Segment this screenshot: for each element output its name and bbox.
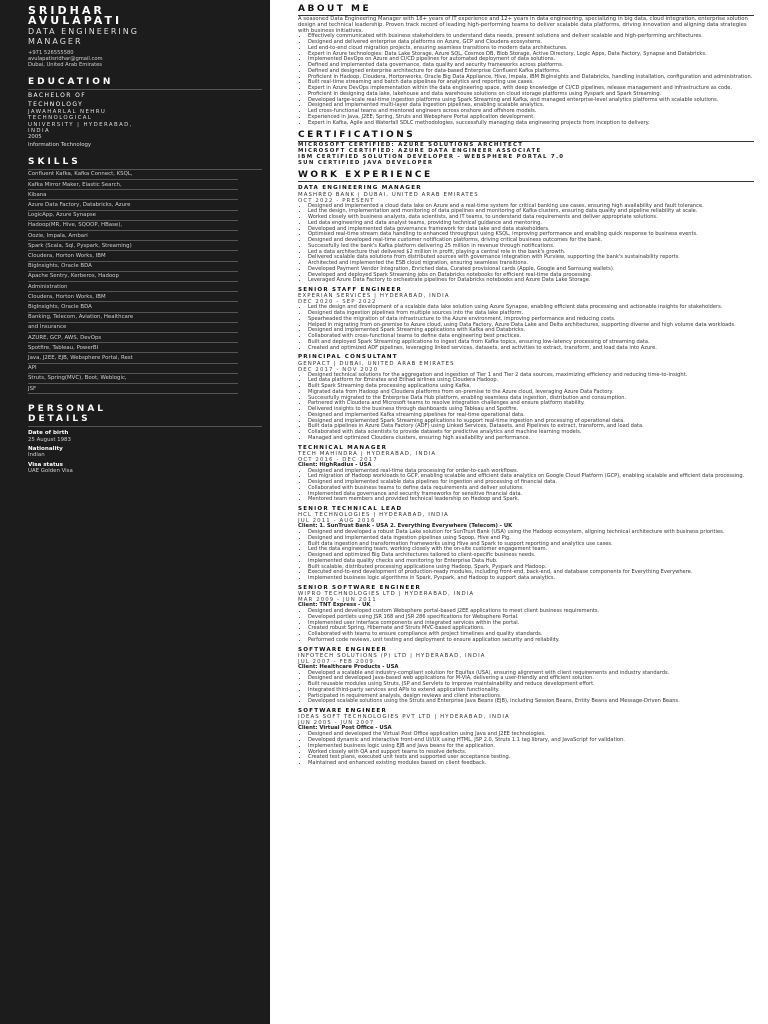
about-bullet: • Proficient in Hadoop, Cloudera, Hortonworks, Oracle Big Data Appliance, Hive, Impala, IBM BigInsights and Databricks, handling installation, configuration and administration.: [308, 75, 754, 81]
skill-item: BigInsights, Oracle BDA: [28, 262, 238, 272]
job-bullet: • Led the data engineering team, working closely with the on-site customer engagement team.: [308, 547, 754, 553]
job-bullet: • Led a data architecture that delivered $2 million in profit, playing a central role in the bank's growth.: [308, 250, 754, 256]
skill-item: Cloudera, Horton Works, IBM: [28, 292, 238, 302]
job-bullet: • Created test plans, executed unit tests and supported user acceptance testing.: [308, 755, 754, 761]
education-entry: [28, 93, 262, 149]
job-company: WIPRO TECHNOLOGIES LTD | HYDERABAD, INDIA: [298, 591, 475, 598]
job-client: Client: Virtual Post Office - USA: [298, 725, 392, 732]
skill-item: Administration: [28, 282, 238, 292]
role-line-2: MANAGER: [28, 37, 83, 46]
job-bullet: • Partnered with Cloudera and Microsoft teams to resolve integration challenges and ensure platform stability.: [308, 401, 754, 407]
skill-item: JSF: [28, 384, 238, 394]
skill-item: Cloudera, Horton Works, IBM: [28, 251, 238, 261]
job-bullet: • Developed dynamic and interactive front-end UI/UX using HTML, JSP 2.0, Struts 1.1 tag library, and JavaScript for validation.: [308, 738, 754, 744]
job-bullet: • Led data engineering and data analyst teams, providing technical guidance and mentoring.: [308, 221, 754, 227]
job-bullet: • Designed and implemented Spark Streaming applications to support real-time ingestion and processing of operational data.: [308, 419, 754, 425]
about-bullet: • Built real-time streaming and batch data pipelines for analytics and reporting use cases.: [308, 80, 754, 86]
job-dates: DEC 2017 - NOV 2020: [298, 366, 379, 373]
job-bullet: • Built Spark Streaming data processing applications using Kafka.: [308, 384, 754, 390]
job-bullet: • Leveraged Azure Data Factory to orchestrate pipelines for Databricks notebooks and Azure Data Lake Storage.: [308, 278, 754, 284]
job-bullet: • Performed code reviews, unit testing and deployment to ensure application security and reliability.: [308, 638, 754, 644]
about-summary: A seasoned Data Engineering Manager with 18+ years of IT experience and 12+ years in data engineering, specializing in big data, cloud integration, enterprise solution design and technical leadership. Proven track record of leading high-performing teams to deliver scalable data platforms, driving innovation and aligning data strategies with business initiatives.: [298, 16, 748, 34]
job-client: Client: TNT Express - UK: [298, 602, 371, 609]
job-bullet: • Successfully migrated to the Enterprise Data Hub platform, enabling seamless data ingestion, distribution and consumption.: [308, 396, 754, 402]
certification-item: SUN CERTIFIED JAVA DEVELOPER: [298, 160, 434, 167]
experience-list: [298, 185, 754, 766]
job-bullet: • Designed and implemented Kafka streaming pipelines for real-time operational data.: [308, 413, 754, 419]
job-company: MASHREQ BANK | DUBAI, UNITED ARAB EMIRATES: [298, 191, 479, 198]
job-bullet: • Integrated third-party services and APIs to extend application functionality.: [308, 688, 754, 694]
phone: +971 526555580: [28, 50, 74, 56]
job-title: SENIOR SOFTWARE ENGINEER: [298, 584, 421, 591]
about-bullet: • Experienced in Java, J2EE, Spring, Struts and Websphere Portal application development.: [308, 115, 754, 121]
job-bullet: • Maintained and enhanced existing modules based on client feedback.: [308, 761, 754, 767]
skill-item: Kibana: [28, 190, 238, 200]
about-heading: ABOUT ME: [298, 4, 754, 16]
job-bullet: • Delivered scalable data solutions from distributed sources with governance integration with Purview, supporting the bank's sustainability reports.: [308, 255, 754, 261]
job-title: SOFTWARE ENGINEER: [298, 708, 387, 715]
job-bullet: • Collaborated with cross-functional teams to define data engineering best practices.: [308, 334, 754, 340]
job-title: DATA ENGINEERING MANAGER: [298, 185, 422, 192]
job-bullet: • Collaborated with data scientists to provide datasets for predictive analytics and machine learning models.: [308, 430, 754, 436]
visa-label: Visa status: [28, 461, 63, 468]
job-bullet: • Designed and developed custom Websphere portal-based J2EE applications to meet client business requirements.: [308, 609, 754, 615]
skill-item: and Insurance: [28, 323, 238, 333]
job-bullet: • Built and deployed Spark Streaming applications to ingest data from Kafka topics, ensuring low-latency processing of streaming data.: [308, 340, 754, 346]
education-year: 2005: [28, 134, 42, 141]
job-title: SOFTWARE ENGINEER: [298, 646, 387, 653]
skill-item: Spotfire, Tableau, PowerBI: [28, 343, 238, 353]
job-bullet: • Designed and implemented real-time data processing for order-to-cash workflows.: [308, 469, 754, 475]
job-bullet: • Architected and implemented the ESB cloud migration, ensuring seamless transitions.: [308, 261, 754, 267]
job-bullet: • Designed and developed real-time customer notification platforms, driving critical business outcomes for the bank.: [308, 238, 754, 244]
skill-item: Hadoop(MR, Hive, SQOOP, HBase),: [28, 221, 238, 231]
job-bullet: • Led data platform for Emirates and Etihad airlines using Cloudera Hadoop.: [308, 378, 754, 384]
dob-label: Date of birth: [28, 430, 69, 437]
role-line-1: DATA ENGINEERING: [28, 27, 139, 36]
job-bullet: • Spearheaded the migration of data infrastructure to the Azure environment, improving performance and reducing costs.: [308, 317, 754, 323]
job-bullet: • Developed and deployed Spark Streaming jobs on Databricks notebooks for efficient real-time data processing.: [308, 273, 754, 279]
job-bullets: [298, 469, 754, 504]
job-bullet: • Implemented data governance and security frameworks for sensitive financial data.: [308, 492, 754, 498]
skill-item: Banking, Telecom, Aviation, Healthcare: [28, 313, 238, 323]
job-bullet: • Developed a scalable and industry-compliant solution for Equifax (USA), ensuring alignment with client requirements and industry standards.: [308, 671, 754, 677]
degree-line-2: TECHNOLOGY: [28, 101, 84, 109]
job-bullet: • Built data ingestion and transformation frameworks using Hive and Spark to support reporting and analytics use cases.: [308, 542, 754, 548]
skills-list: [28, 170, 262, 394]
about-bullets: [298, 34, 754, 126]
first-name: SRIDHAR: [28, 4, 105, 17]
job-entry: [298, 354, 754, 441]
job-client: Client: Healthcare Products - USA: [298, 663, 399, 670]
job-bullet: • Designed technical solutions for the aggregation and ingestion of Tier 1 and Tier 2 data sources, maximizing efficiency and reducing time-to-insight.: [308, 373, 754, 379]
email: avulapatisridhar@gmail.com: [28, 56, 103, 63]
skill-item: API: [28, 364, 238, 374]
certification-item: IBM CERTIFIED SOLUTION DEVELOPER - WEBSPHERE PORTAL 7.0: [298, 154, 565, 161]
location: Dubai, United Arab Emirates: [28, 62, 103, 69]
certifications-heading: CERTIFICATIONS: [298, 130, 754, 142]
contact-info: [28, 50, 262, 69]
about-bullet: • Designed and implemented multi-layer data ingestion pipelines, enabling scalable analytics.: [308, 103, 754, 109]
personal-heading-2: DETAILS: [28, 414, 262, 427]
job-bullet: • Delivered insights to the business through dashboards using Tableau and Spotfire.: [308, 407, 754, 413]
about-bullet: • Developed large-scale real-time ingestion platforms using Spark Streaming and Kafka, and managed enterprise-level analytics platforms with scalable solutions.: [308, 98, 754, 104]
skill-item: Spark (Scala, Sql, Pyspark, Streaming): [28, 241, 238, 251]
job-bullet: • Led the design and development of a scalable data lake solution using Azure Synapse, enabling efficient data processing and actionable insights for stakeholders.: [308, 305, 754, 311]
job-company: EXPERIAN SERVICES | HYDERABAD, INDIA: [298, 293, 450, 300]
job-bullet: • Implemented business logic algorithms in Spark, Pyspark, and Hadoop to support data analytics.: [308, 576, 754, 582]
job-bullets: [298, 671, 754, 706]
job-bullet: • Designed and implemented a cloud data lake on Azure and a real-time system for critical banking use cases, ensuring high availability and fault tolerance.: [308, 204, 754, 210]
job-bullets: [298, 530, 754, 582]
job-company: HCL TECHNOLOGIES | HYDERABAD, INDIA: [298, 512, 449, 519]
about-bullet: • Effectively communicated with business stakeholders to understand data needs, present solutions and deliver scalable and high-performing architectures.: [308, 34, 754, 40]
job-bullet: • Collaborated with business teams to define data requirements and deliver solutions.: [308, 486, 754, 492]
about-bullet: • Expert in Azure technologies: Data Lake Storage, Azure SQL, Cosmos DB, Blob Storage, Active Directory, Logic Apps, Data Factory, Synapse and Databricks.: [308, 52, 754, 58]
job-bullet: • Designed and implemented scalable data pipelines for ingestion and processing of financial data.: [308, 480, 754, 486]
job-bullets: [298, 373, 754, 442]
job-bullet: • Designed and implemented Spark Streaming applications with Kafka and Databricks.: [308, 328, 754, 334]
school-line-4: INDIA: [28, 128, 51, 135]
about-bullet: • Defined and implemented data governance, data quality and security frameworks across platforms.: [308, 63, 754, 69]
job-title: PRINCIPAL CONSULTANT: [298, 354, 398, 361]
about-bullet: • Expert in Azure DevOps implementation within the data engineering space, with deep knowledge of CI/CD pipelines, release management and infrastructure as code.: [308, 86, 754, 92]
job-bullet: • Successfully led the bank's Kafka platform delivering 25 million in revenue through notifications.: [308, 244, 754, 250]
certification-item: MICROSOFT CERTIFIED: AZURE SOLUTIONS ARCHITECT: [298, 142, 524, 149]
certifications-list: [298, 142, 754, 166]
job-client: Client: HighRadius - USA: [298, 461, 372, 468]
job-bullet: • Implemented user interface components and integrated services within the portal.: [308, 621, 754, 627]
visa-value: UAE Golden Visa: [28, 467, 73, 474]
job-entry: [298, 647, 754, 706]
job-bullet: • Developed portlets using JSR 168 and JSR 286 specifications for Websphere Portal.: [308, 615, 754, 621]
skill-item: Struts, Spring(MVC), Boot, Weblogic,: [28, 374, 238, 384]
job-company: TECH MAHINDRA | HYDERABAD, INDIA: [298, 450, 437, 457]
job-bullet: • Designed and developed a robust Data Lake solution for SunTrust Bank (USA) using the Hadoop ecosystem, aligning technical architecture with business priorities.: [308, 530, 754, 536]
job-entry: [298, 185, 754, 284]
skill-item: Apache Sentry, Kerberos, Hadoop: [28, 272, 238, 282]
about-bullet: • Defined and designed enterprise architecture for data-based Enterprise Confluent Kafka platforms.: [308, 69, 754, 75]
job-bullet: • Collaborated with teams to ensure compliance with project timelines and quality standards.: [308, 632, 754, 638]
job-bullet: • Optimised real-time stream data handling to enhanced throughput using KSQL, improving performance and enabling quick response to business events.: [308, 232, 754, 238]
job-dates: DEC 2020 - SEP 2022: [298, 299, 377, 306]
job-dates: JUL 2007 - FEB 2009: [298, 658, 374, 665]
job-bullet: • Designed and developed Java-based web applications for M-VIA, delivering a user-friendly and efficient solution.: [308, 676, 754, 682]
job-bullet: • Managed and optimized Cloudera clusters, ensuring high availability and performance.: [308, 436, 754, 442]
school-line-2: TECHNOLOGICAL: [28, 115, 93, 122]
job-bullet: • Executed end-to-end development of production-ready modules, including front-end, back-end, and database components for Everything Everywhere.: [308, 570, 754, 576]
skill-item: Confluent Kafka, Kafka Connect, KSQL,: [28, 170, 238, 180]
job-bullet: • Helped in migrating from on-premise to Azure cloud, using Data Factory, Azure Data Lake and Delta architectures, supporting diverse and high volume data workloads.: [308, 323, 754, 329]
skill-item: Kafka Mirror Maker, Elastic Search,: [28, 180, 238, 190]
job-client: Client: 1. SunTrust Bank - USA 2. Everything Everywhere (Telecom) - UK: [298, 523, 513, 530]
job-dates: MAR 2009 - JUN 2011: [298, 597, 377, 604]
skill-item: LogicApp, Azure Synapse: [28, 211, 238, 221]
job-bullets: [298, 609, 754, 644]
job-bullet: • Implemented business logic using EJB and Java beans for the application.: [308, 744, 754, 750]
about-bullet: • Proficient in designing data lake, lakehouse and data warehouse solutions on cloud storage platforms using Pyspark and Spark Streaming.: [308, 92, 754, 98]
job-bullet: • Created and optimized ADF pipelines, leveraging linked services, datasets, and activities to extract, transform, and load data into Azure.: [308, 346, 754, 352]
job-bullet: • Designed data ingestion pipelines from multiple sources into the data lake platform.: [308, 311, 754, 317]
skill-item: AZURE, GCP, AWS, DevOps: [28, 333, 238, 343]
job-bullet: • Participated in requirement analysis, design reviews and client interactions.: [308, 694, 754, 700]
candidate-name: [28, 6, 262, 26]
job-bullet: • Designed and optimized Big Data architectures tailored to client-specific business needs.: [308, 553, 754, 559]
job-bullet: • Developed and implemented data governance framework for data lake and data stakeholders.: [308, 227, 754, 233]
sidebar: [0, 0, 270, 1024]
job-bullets: [298, 204, 754, 285]
skill-item: BigInsights, Oracle BDA: [28, 302, 238, 312]
about-bullet: • Designed and delivered enterprise data platforms on Azure, GCP and Cloudera ecosystems.: [308, 40, 754, 46]
job-bullet: • Led the design, implementation and monitoring of data pipelines and monitoring of Kafka clusters, ensuring data quality and pipeline reliability at scale.: [308, 209, 754, 215]
school-line-1: JAWAHARLAL NEHRU: [28, 108, 107, 115]
job-bullet: • Worked closely with business analysts, data scientists, and IT teams, to understand data requirements and deliver appropriate solutions.: [308, 215, 754, 221]
job-bullets: [298, 305, 754, 351]
education-heading: EDUCATION: [28, 77, 262, 90]
job-dates: JUN 2005 - JUN 2007: [298, 720, 375, 727]
about-bullet: • Expert in Kafka, Agile and Waterfall SDLC methodologies, successfully managing data engineering projects from inception to delivery.: [308, 121, 754, 127]
job-title: SENIOR TECHNICAL LEAD: [298, 506, 403, 513]
job-bullet: • Developed Payment Vendor Integration, Enriched data, Curated provisional cards (Apple, Google and Samsung wallets).: [308, 267, 754, 273]
education-field: Information Technology: [28, 142, 92, 149]
job-bullets: [298, 732, 754, 767]
personal-heading-1: PERSONAL: [28, 404, 107, 415]
job-bullet: • Built scalable, distributed processing applications using Hadoop, Spark, Pyspark and Hadoop.: [308, 565, 754, 571]
job-company: GENPACT | DUBAI, UNITED ARAB EMIRATES: [298, 360, 455, 367]
last-name: AVULAPATI: [28, 14, 123, 27]
job-bullet: • Designed and developed the Virtual Post Office application using Java and J2EE technologies.: [308, 732, 754, 738]
job-bullet: • Migrated data from Hadoop and Cloudera platforms from on-premise to the Azure cloud, leveraging Azure Data Factory.: [308, 390, 754, 396]
main-content: [270, 0, 768, 1024]
job-dates: OCT 2022 - PRESENT: [298, 197, 375, 204]
job-company: IDEAS SOFT TECHNOLOGIES PVT LTD | HYDERABAD, INDIA: [298, 714, 510, 721]
job-bullet: • Implemented data quality checks and monitoring for Enterprise Data Hub.: [308, 559, 754, 565]
job-dates: OCT 2016 - DEC 2017: [298, 456, 378, 463]
skill-item: Java, J2EE, EJB, Websphere Portal, Rest: [28, 353, 238, 363]
school-line-3: UNIVERSITY | HYDERABAD,: [28, 121, 133, 128]
job-bullet: • Developed scalable solutions using the Struts and Enterprise Java Beans (EJB), including Session Beans, Entity Beans and Message-Driven Beans.: [308, 699, 754, 705]
job-company: INFOTECH SOLUTIONS (P) LTD | HYDERABAD, INDIA: [298, 652, 486, 659]
job-entry: [298, 585, 754, 644]
job-bullet: • Built reusable modules using Struts, JSP and Servlets to improve maintainability and reduce development effort.: [308, 682, 754, 688]
experience-heading: WORK EXPERIENCE: [298, 170, 754, 182]
job-dates: JUL 2011 - AUG 2016: [298, 518, 376, 525]
job-title: SENIOR STAFF ENGINEER: [298, 287, 402, 294]
job-entry: [298, 708, 754, 767]
about-bullet: • Implemented DevOps on Azure and CI/CD pipelines for automated deployment of data solutions.: [308, 57, 754, 63]
job-entry: [298, 445, 754, 504]
dob-value: 25 August 1983: [28, 436, 71, 443]
job-bullet: • Built data pipelines in Azure Data Factory (ADF) using Linked Services, Datasets, and Pipelines to extract, transform, and load data.: [308, 424, 754, 430]
skill-item: Azure Data Factory, Databricks, Azure: [28, 200, 238, 210]
job-bullet: • Led migration of Hadoop workloads to GCP, enabling scalable and efficient data analytics on Google Cloud Platform (GCP), enabling scalable and efficient data processing.: [308, 474, 754, 480]
job-bullet: • Mentored team members and provided technical leadership on Hadoop and Spark.: [308, 497, 754, 503]
job-entry: [298, 506, 754, 582]
job-entry: [298, 287, 754, 351]
certification-item: MICROSOFT CERTIFIED: AZURE DATA ENGINEER ASSOCIATE: [298, 148, 542, 155]
about-bullet: • Led end-to-end cloud migration projects, ensuring seamless transitions to modern data architectures.: [308, 46, 754, 52]
about-bullet: • Led cross-functional teams and mentored engineers across onshore and offshore models.: [308, 109, 754, 115]
skill-item: Oozie, Impala, Ambari: [28, 231, 238, 241]
skills-heading: SKILLS: [28, 157, 262, 170]
degree-line-1: BACHELOR OF: [28, 91, 87, 99]
nationality-value: Indian: [28, 452, 45, 459]
job-bullet: • Created robust Spring, Hibernate and Struts MVC-based applications.: [308, 626, 754, 632]
nationality-label: Nationality: [28, 445, 63, 452]
job-bullet: • Designed and implemented data ingestion pipelines using Sqoop, Hive and Pig.: [308, 536, 754, 542]
job-bullet: • Worked closely with QA and support teams to resolve defects.: [308, 750, 754, 756]
job-title: TECHNICAL MANAGER: [298, 444, 388, 451]
